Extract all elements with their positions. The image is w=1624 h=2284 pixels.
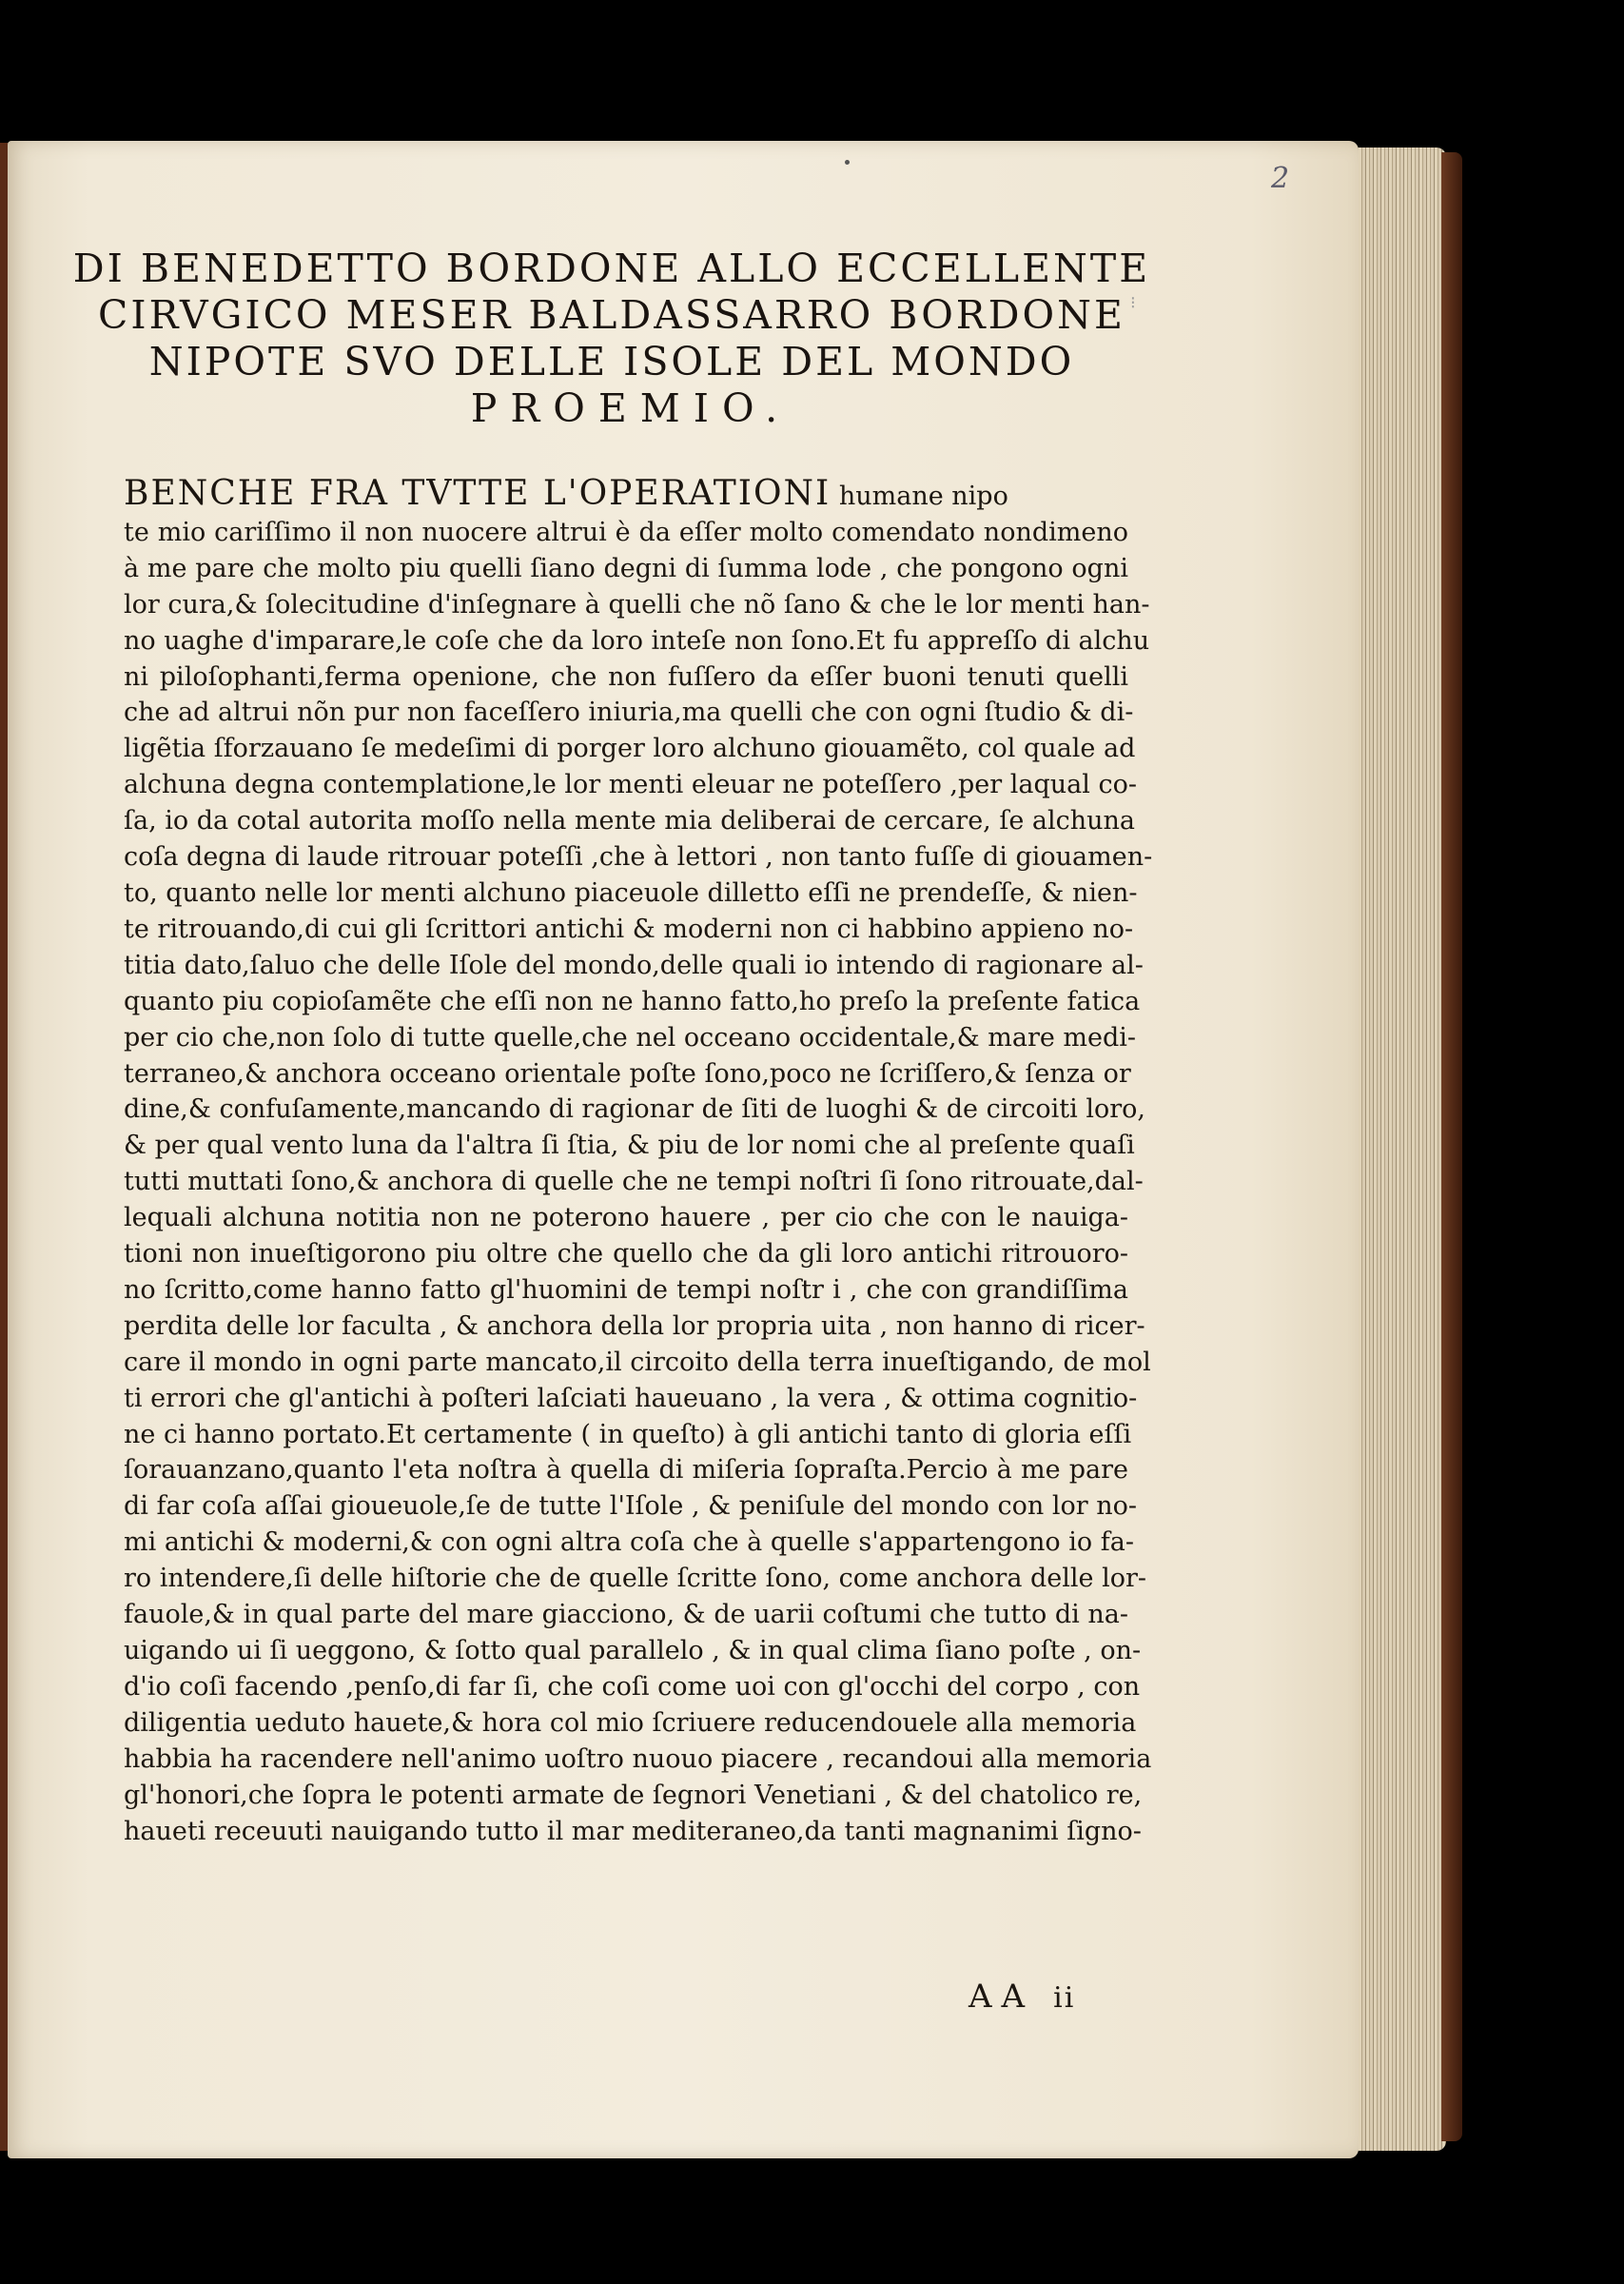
text-line: ligẽtia ſforzauano ſe medeſimi di porger loro alchuno giouamẽto, col quale ad (124, 734, 1136, 764)
text-line: uigando ui ſi ueggono, & ſotto qual parallelo , & in qual clima ſiano poſte , on- (124, 1636, 1142, 1665)
text-line: no uaghe d'imparare,le coſe che da loro inteſe non ſono.Et fu appreſſo di alchu (124, 625, 1150, 656)
text-line: lequali alchuna notitia non ne poterono hauere , per cio che con le nauiga- (124, 1203, 1128, 1233)
text-line: per cio che,non ſolo di tutte quelle,che nel occeano occidentale,& mare medi- (124, 1022, 1137, 1053)
text-line: to, quanto nelle lor menti alchuno piaceuole dilletto eſſi ne prendeſſe, & nien- (124, 877, 1138, 908)
text-line: terraneo,& anchora occeano orientale poſte ſono,poco ne ſcriſſero,& ſenza or (124, 1058, 1131, 1089)
text-line: gl'honori,che ſopra le potenti armate de ſegnori Venetiani , & del chatolico re, (124, 1780, 1143, 1810)
text-line: lor cura,& ſolecitudine d'inſegnare à quelli che nõ ſano & che le lor menti han- (124, 589, 1150, 620)
folio-number: 2 (1271, 162, 1290, 195)
text-line: ſorauanzano,quanto l'eta noſtra à quella di miſeria ſopraſta.Percio à me pare (124, 1455, 1128, 1486)
signature-mark (969, 1978, 1075, 2016)
signature-numeral: ii (1053, 1981, 1076, 2015)
text-line: ti errori che gl'antichi à poſteri laſciati haueuano , la vera , & ottima cognitio- (124, 1383, 1138, 1413)
text-line: à me pare che molto piu quelli ſiano degni di ſumma lode , che pongono ogni (124, 553, 1128, 583)
text-line: te mio cariſſimo il non nuocere altrui è da eſſer molto comendato nondimeno (124, 517, 1128, 547)
text-line: ro intendere,ſi delle hiſtorie che de quelle ſcritte ſono, come anchora delle lor- (124, 1564, 1147, 1594)
opening-caps: BENCHE FRA TVTTE L'OPERATIONI (124, 474, 832, 513)
text-line: dine,& confuſamente,mancando di ragionar de ſiti de luoghi & de circoiti loro, (124, 1094, 1145, 1125)
text-line: tioni non inueſtigorono piu oltre che quello che da gli loro antichi ritrouoro- (124, 1239, 1128, 1270)
book-cover-right-edge (1441, 152, 1462, 2141)
text-line: fauole,& in qual parte del mare giacciono, & de uarii coſtumi che tutto di na- (124, 1600, 1128, 1630)
opening-line (124, 476, 1128, 515)
opening-line-rest: humane nipo (831, 482, 1008, 511)
chapter-heading (65, 246, 1159, 432)
text-line: mi antichi & moderni,& con ogni altra coſa che à quelle s'appartengono io fa- (124, 1527, 1134, 1558)
text-line: care il mondo in ogni parte mancato,il circoito della terra inueſtigando, de mol (124, 1347, 1151, 1377)
body-text (124, 474, 1153, 1849)
text-line: che ad altrui nõn pur non faceſſero iniuria,ma quelli che con ogni ſtudio & di- (124, 698, 1134, 728)
signature-letters: AA (969, 1978, 1035, 2016)
heading-line: NIPOTE SVO DELLE ISOLE DEL MONDO (148, 339, 1075, 384)
text-line: di far coſa aſſai gioueuole,ſe de tutte l'Iſole , & peniſule del mondo con lor no- (124, 1491, 1137, 1522)
text-line: diligentia ueduto hauete,& hora col mio ſcriuere reducendouele alla memoria (124, 1707, 1137, 1738)
heading-line: DI BENEDETTO BORDONE ALLO ECCELLENTE (72, 246, 1151, 291)
text-line: ni piloſophanti,ferma openione, che non fuſſero da eſſer buoni tenuti quelli (124, 661, 1128, 692)
text-line: coſa degna di laude ritrouar poteſſi ,che à lettori , non tanto fuſſe di giouamen- (124, 842, 1153, 873)
text-line: tutti muttati ſono,& anchora di quelle che ne tempi noſtri ſi ſono ritrouate,dal- (124, 1167, 1144, 1197)
text-line: quanto piu copioſamẽte che eſſi non ne hanno fatto,ho preſo la preſente fatica (124, 986, 1141, 1016)
book-page (8, 141, 1359, 2158)
text-line: habbia ha racendere nell'animo uoſtro nuouo piacere , recandoui alla memoria (124, 1743, 1152, 1774)
text-line: ne ci hanno portato.Et certamente ( in queſto) à gli antichi tanto di gloria eſſi (124, 1419, 1132, 1449)
text-line: titia dato,ſaluo che delle Iſole del mondo,delle quali io intendo di ragionare al- (124, 950, 1144, 980)
heading-line: CIRVGICO MESER BALDASSARRO BORDONE (98, 292, 1125, 338)
text-line: perdita delle lor faculta , & anchora della lor propria uita , non hanno di ricer- (124, 1310, 1145, 1341)
text-line: haueti receuuti nauigando tutto il mar mediteraneo,da tanti magnanimi ſigno- (124, 1816, 1142, 1846)
text-line: & per qual vento luna da l'altra ſi ſtia, & piu de lor nomi che al preſente quaſi (124, 1131, 1135, 1161)
ink-speck (845, 160, 850, 165)
text-line: te ritrouando,di cui gli ſcrittori antichi & moderni non ci habbino appieno no- (124, 914, 1134, 944)
text-line: no ſcritto,come hanno fatto gl'huomini de tempi noſtr i , che con grandiſſima (124, 1274, 1128, 1305)
heading-proemio: PROEMIO. (470, 385, 792, 431)
ink-smudge-icon: ⁝ (1130, 293, 1136, 313)
page-stack-edge (1351, 148, 1446, 2151)
text-line: d'io coſi facendo ,penſo,di far ſi, che coſi come uoi con gl'occhi del corpo , con (124, 1671, 1141, 1702)
text-line: ſa, io da cotal autorita moſſo nella mente mia deliberai de cercare, ſe alchuna (124, 806, 1136, 837)
text-line: alchuna degna contemplatione,le lor menti eleuar ne poteſſero ,per laqual co- (124, 770, 1137, 800)
